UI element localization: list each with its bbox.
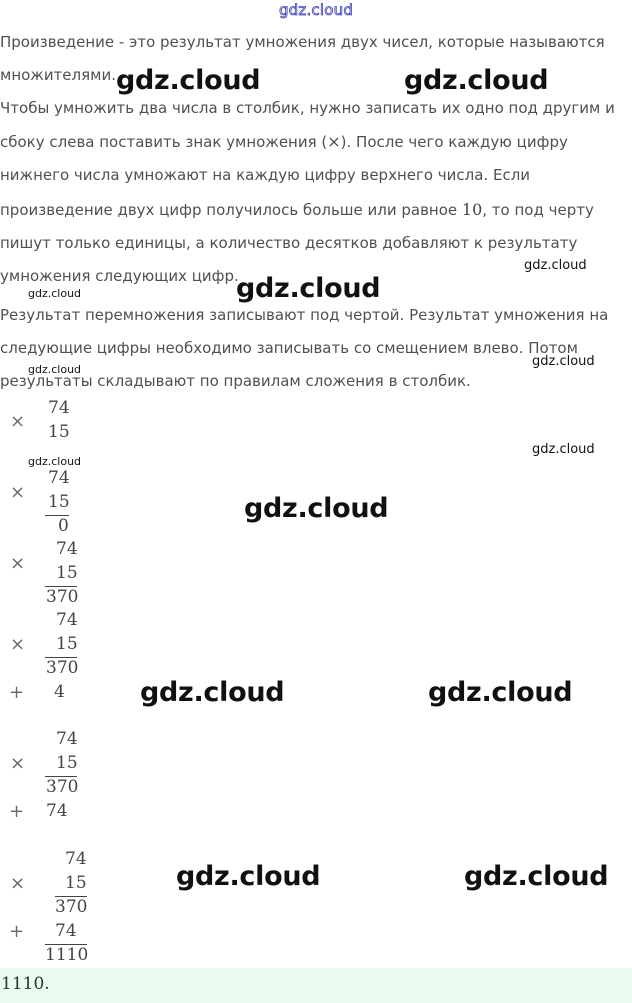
multiply-sign: ×	[10, 553, 26, 574]
watermark: gdz.cloud	[28, 287, 82, 300]
theory-line: следующие цифры необходимо записывать со смещением влево. Потом	[0, 339, 578, 358]
theory-line: ). После чего каждую цифру	[340, 133, 568, 152]
theory-paragraph-3	[0, 299, 632, 399]
watermark: gdz.cloud	[524, 258, 587, 273]
theory-line: пишут только единицы, а количество десятков добавляют к результату	[0, 233, 578, 252]
theory-line: сбоку слева поставить знак умножения (	[0, 133, 328, 152]
theory-line: умножения следующих цифр.	[0, 267, 239, 286]
theory-line: Произведение - это результат умножения двух чисел, которые называются	[0, 33, 605, 51]
theory-line: Результат перемножения записывают под чертой. Результат умножения на	[0, 306, 609, 324]
multiply-sign: ×	[10, 634, 26, 655]
multiply-sign: ×	[10, 873, 26, 894]
watermark: gdz.cloud	[176, 861, 321, 892]
multiplier: 15	[56, 753, 78, 773]
multiplier: 15	[48, 492, 70, 512]
theory-line: Чтобы умножить два числа в столбик, нужно записать их одно под другим и	[0, 99, 615, 117]
multiplicand: 74	[48, 468, 70, 488]
theory-line: произведение двух цифр получилось больше или равное	[0, 200, 462, 219]
final-product: 1110	[45, 945, 89, 965]
multiply-sign: ×	[10, 482, 26, 503]
multiplicand: 74	[48, 398, 70, 418]
watermark: gdz.cloud	[532, 354, 595, 369]
multiplicand: 74	[56, 539, 78, 559]
watermark-top: gdz.cloud	[278, 1, 354, 19]
multiplier: 15	[65, 873, 87, 893]
multiplier: 15	[48, 422, 70, 442]
partial-product-2: 74	[55, 921, 77, 941]
plus-sign: +	[9, 921, 25, 942]
watermark: gdz.cloud	[532, 442, 595, 457]
partial-product-1: 370	[46, 777, 79, 797]
multiply-sign: ×	[10, 411, 26, 432]
multiplicand: 74	[56, 610, 78, 630]
plus-sign: +	[9, 682, 25, 703]
partial-product-1: 370	[46, 587, 79, 607]
watermark: gdz.cloud	[244, 493, 389, 524]
watermark: gdz.cloud	[428, 677, 573, 708]
partial-product-1: 0	[58, 516, 69, 536]
multiplicand: 74	[56, 729, 78, 749]
watermark: gdz.cloud	[140, 677, 285, 708]
answer-bar	[0, 968, 632, 1003]
partial-product-1: 370	[46, 658, 79, 678]
theory-line: множителями.	[0, 66, 116, 85]
watermark: gdz.cloud	[116, 65, 261, 96]
watermark: gdz.cloud	[404, 65, 549, 96]
theory-line: нижнего числа умножают на каждую цифру верхнего числа. Если	[0, 166, 531, 185]
multiplicand: 74	[65, 849, 87, 869]
plus-sign: +	[9, 801, 25, 822]
partial-product-1: 370	[55, 897, 88, 917]
watermark: gdz.cloud	[28, 455, 82, 468]
partial-product-2: 74	[46, 801, 68, 821]
watermark: gdz.cloud	[236, 273, 381, 304]
answer-text: 1110.	[1, 974, 50, 994]
theory-line: результаты складывают по правилам сложения в столбик.	[0, 372, 471, 391]
multiply-sign: ×	[10, 753, 26, 774]
times-symbol: ×	[327, 132, 341, 152]
ten-number: 10	[461, 199, 483, 219]
watermark: gdz.cloud	[28, 363, 82, 376]
partial-product-2: 4	[54, 682, 65, 702]
multiplier: 15	[56, 563, 78, 583]
theory-line: , то под черту	[482, 200, 594, 219]
multiplier: 15	[56, 634, 78, 654]
watermark: gdz.cloud	[464, 861, 609, 892]
